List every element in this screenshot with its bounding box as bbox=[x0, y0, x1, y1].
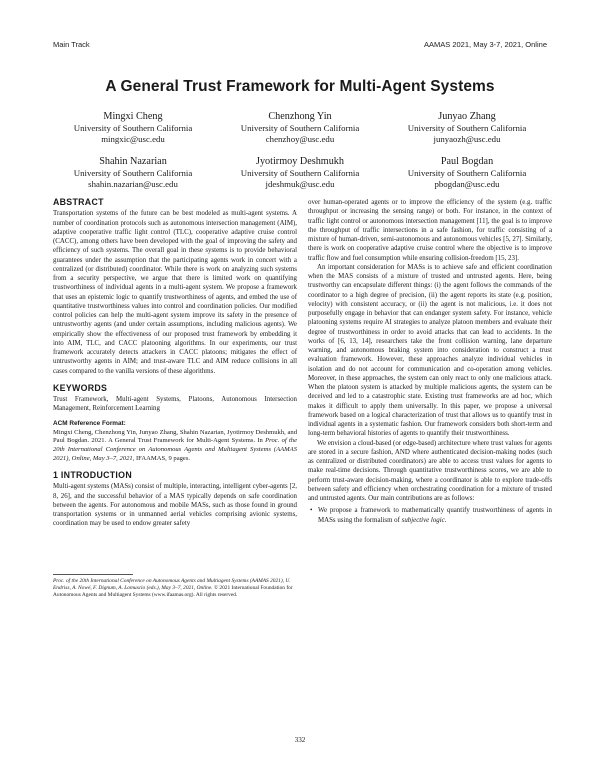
author-name: Paul Bogdan bbox=[440, 156, 494, 167]
introduction-text-left: Multi-agent systems (MASs) consist of multiple, interacting, intelligent cyber-agents [2, 8, 26], and the successful behavior of a MAS typically depends on safe coordination between the agents. For autonomous and mobile MASs, such as those found in ground transportation systems or in unmanned aerial vehicles comprising avionic systems, coordination may be used to endow greater safety bbox=[53, 483, 297, 528]
contribution-bullet-main: We propose a framework to mathematically quantify trustworthiness of agents in MASs using the formalism of bbox=[318, 507, 552, 524]
author-affiliation: University of Southern California bbox=[240, 123, 360, 133]
running-header-right: AAMAS 2021, May 3-7, 2021, Online bbox=[424, 40, 547, 49]
acm-reference-heading: ACM Reference Format: bbox=[53, 419, 126, 427]
author-email: shahin.nazarian@usc.edu bbox=[88, 179, 178, 189]
introduction-text-right-1: over human-operated agents or to improve the efficiency of the system (e.g. traffic throughput or increasing the sensing range) or both. For instance, in the context of traffic light control or autonomous intersection management [11], the goal is to improve the throughput of traffic intersections in a safe fashion, for traffic consisting of a mixture of human-driven, semi-autonomous and autonomous vehicles [5, 27]. Similarly, there is work on cooperative adaptive cruise control where the objective is to improve traffic flow and fuel consumption while ensuring collision-freedom [15, 23]. bbox=[308, 199, 552, 262]
author-email: chenzhoy@usc.edu bbox=[265, 134, 335, 144]
author-affiliation: University of Southern California bbox=[73, 123, 193, 133]
author-block bbox=[377, 155, 557, 190]
running-header-left: Main Track bbox=[53, 40, 90, 49]
abstract-heading: ABSTRACT bbox=[53, 197, 104, 207]
right-column bbox=[308, 198, 552, 525]
introduction-text-right-3: We envision a cloud-based (or edge-based) architecture where trust values for agents are stored in a secure fashion, AND where authenticated decision-making nodes (such as centralized or distributed coordinators) are able to access trust values for agents to make real-time decisions. Through quantitative trustworthiness scores, we are able to perform trust-aware decision-making, where a coordinator is able to explore trade-offs between safety and efficiency when orchestrating coordination for a mixture of trusted and untrusted agents. Our main contributions are as follows: bbox=[308, 439, 552, 502]
author-block bbox=[377, 110, 557, 145]
author-block bbox=[43, 110, 223, 145]
author-email: jdeshmuk@usc.edu bbox=[265, 179, 335, 189]
acm-reference-text bbox=[53, 429, 297, 463]
footnote-copyright: © 2021 International Foundation for Autonomous Agents and Multiagent Systems (www.ifaamas.org). All rights reserved. bbox=[53, 585, 293, 599]
contribution-bullet-text bbox=[318, 506, 552, 525]
author-email: junyaozh@usc.edu bbox=[433, 134, 501, 144]
footnote bbox=[53, 578, 297, 599]
author-name: Junyao Zhang bbox=[438, 111, 496, 122]
contribution-bullet bbox=[308, 506, 552, 525]
author-name: Chenzhong Yin bbox=[268, 111, 332, 122]
author-block bbox=[210, 110, 390, 145]
author-name: Shahin Nazarian bbox=[99, 156, 167, 167]
author-affiliation: University of Southern California bbox=[240, 168, 360, 178]
author-affiliation: University of Southern California bbox=[407, 168, 527, 178]
author-affiliation: University of Southern California bbox=[407, 123, 527, 133]
bullet-dot-icon: • bbox=[310, 507, 313, 515]
keywords-heading: KEYWORDS bbox=[53, 382, 108, 393]
footnote-rule bbox=[53, 574, 133, 575]
contribution-bullet-italic: subjective logic. bbox=[401, 516, 447, 524]
author-email: pbogdan@usc.edu bbox=[434, 179, 500, 189]
author-email: mingxic@usc.edu bbox=[101, 134, 165, 144]
author-name: Mingxi Cheng bbox=[103, 111, 163, 122]
acm-reference-part1: Mingxi Cheng, Chenzhong Yin, Junyao Zhang, Shahin Nazarian, Jyotirmoy Deshmukh, and Paul Bogdan. 2021. A General Trust Framework for Multi-Agent Systems. In bbox=[53, 428, 297, 445]
paper-title: A General Trust Framework for Multi-Agent Systems bbox=[105, 78, 495, 95]
introduction-heading: 1 INTRODUCTION bbox=[53, 470, 132, 481]
author-affiliation: University of Southern California bbox=[73, 168, 193, 178]
acm-reference-venue: Proc. of the 20th International Conference on Autonomous Agents and Multiagent Systems (AAMAS 2021), Online, May 3–7, 2021, bbox=[53, 437, 297, 462]
abstract-text: Transportation systems of the future can be best modeled as multi-agent systems. A number of coordination protocols such as autonomous intersection management (AIM), adaptive cooperative traffic light control (TLC), cooperative adaptive cruise control (CACC), among others have been developed with the goal of improving the safety and efficiency of such systems. The overall goal in these systems is to provide behavioral guarantees under the assumption that the participating agents work in concert with a centralized (or distributed) coordinator. While there is work on analyzing such systems from a security perspective, we argue that there is limited work on quantifying trustworthiness of individual agents in a multi-agent system. We propose a framework that uses an epistemic logic to quantify trustworthiness of agents, and embed the use of quantitative trustworthiness values into control and coordination policies. Our modified control policies can help the multi-agent system improve its safety in the presence of untrustworthy agents (and under certain assumptions, including malicious agents). We empirically show the effectiveness of our proposed trust framework by embedding it into AIM, TLC, and CACC platooning algorithms. In our experiments, our trust framework accurately detects attackers in CACC platoons; mitigates the effect of untrustworthy agents in AIM; and trust-aware TLC and AIM reduce collisions in all cases compared to the vanilla versions of these algorithms. bbox=[53, 210, 297, 375]
introduction-text-right-2: An important consideration for MASs is to achieve safe and efficient coordination when the MAS consists of a mixture of trusted and untrusted agents. Here, being trustworthy can encapsulate different things: (i) the agent follows the commands of the coordinator to a high degree of precision, (ii) the agent reports its state (e.g. position, velocity) with consistent accuracy, or (ii) the agent is not malicious, i.e. it does not purposefully engage in behavior that can endanger system safety. For instance, vehicle platooning systems require AI strategies to analyze platoon members and evaluate their degree of trustworthiness in order to avoid attacks that can lead to accidents. In the works of [6, 13, 14], researchers take the front collision warning, lane departure warning, and autonomous braking system into consideration to construct a trust evaluation framework. However, these approaches analyze individual vehicles in isolation and do not account for communication and co-operation among vehicles. Moreover, in these approaches, the system can only react to only one malicious attack. When the platoon system is attacked by multiple malicious agents, the system can be deceived and led to a catastrophic state. Existing trust frameworks are ad hoc, which makes it difficult to apply them universally. In this paper, we propose a universal framework based on a logical characterization of trust that allows us to quantify trust in individual agents in a systematic fashion. Our framework considers both short-term and long-term behavioral histories of agents to quantify their trustworthiness. bbox=[308, 263, 552, 438]
acm-reference-part2: IFAAMAS, 9 pages. bbox=[134, 454, 191, 462]
keywords-text: Trust Framework, Multi-agent Systems, Platoons, Autonomous Intersection Management, Reinforcement Learning bbox=[53, 396, 297, 413]
author-block bbox=[210, 155, 390, 190]
left-column bbox=[53, 198, 297, 529]
footnote-conference: Proc. of the 20th International Conference on Autonomous Agents and Multiagent Systems (AAMAS 2021), U. Endriss, A. Nowé, F. Dignum, A. Lomuscio (eds.), May 3–7, 2021, Online. bbox=[53, 578, 291, 592]
author-name: Jyotirmoy Deshmukh bbox=[255, 156, 344, 167]
page-number: 332 bbox=[294, 736, 306, 744]
author-block bbox=[43, 155, 223, 190]
